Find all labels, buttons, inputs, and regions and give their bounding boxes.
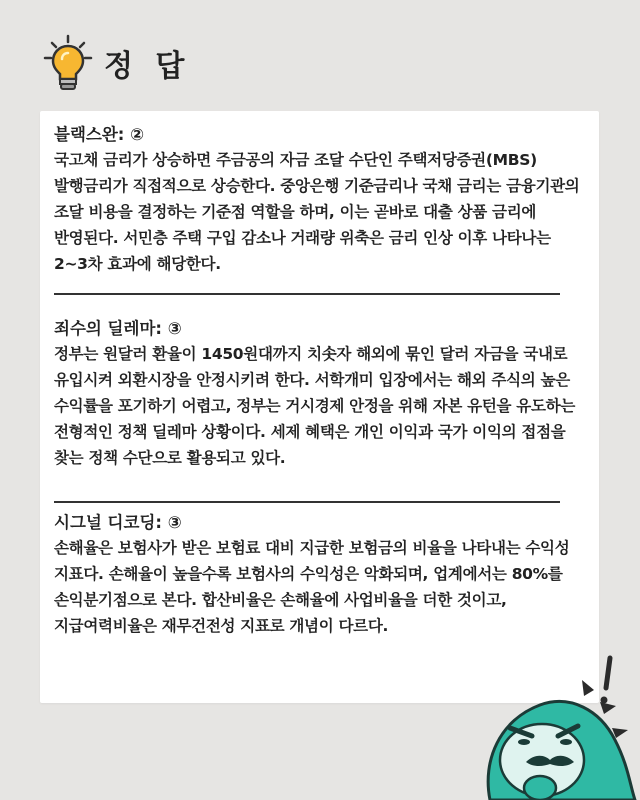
answer-section-prisoners-dilemma [54, 317, 594, 471]
dinosaur-mascot-icon [470, 650, 640, 800]
divider [54, 293, 560, 295]
page-title: 정 답 [104, 49, 191, 84]
answer-card [40, 111, 599, 703]
divider [54, 501, 560, 503]
answer-section-black-swan [54, 123, 594, 277]
section-title: 죄수의 딜레마: ③ [54, 319, 182, 338]
section-title: 블랙스완: ② [54, 125, 145, 144]
answer-header [42, 34, 190, 92]
section-body: 정부는 원달러 환율이 1450원대까지 치솟자 해외에 묶인 달러 자금을 국내로 유입시켜 외환시장을 안정시키려 한다. 서학개미 입장에서는 해외 주식의 높은 수익률을 포기하기 어렵고, 정부는 거시경제 안정을 위해 자본 유턴을 유도하는 전형적인 정책 딜레마 상황이다. 세제 혜택은 개인 이익과 국가 이익의 접점을 찾는 정책 수단으로 활용되고 있다. [54, 345, 575, 467]
section-body: 국고채 금리가 상승하면 주금공의 자금 조달 수단인 주택저당증권(MBS) 발행금리가 직접적으로 상승한다. 중앙은행 기준금리나 국채 금리는 금융기관의 조달 비용을 결정하는 기준점 역할을 하며, 이는 곧바로 대출 상품 금리에 반영된다. 서민층 주택 구입 감소나 거래량 위축은 금리 인상 이후 나타나는 2~3차 효과에 해당한다. [54, 151, 580, 273]
section-title: 시그널 디코딩: ③ [54, 513, 182, 532]
answer-section-signal-decoding [54, 511, 594, 639]
lightbulb-icon [42, 34, 94, 92]
section-body: 손해율은 보험사가 받은 보험료 대비 지급한 보험금의 비율을 나타내는 수익성 지표다. 손해율이 높을수록 보험사의 수익성은 악화되며, 업계에서는 80%를 손익분기점으로 본다. 합산비율은 손해율에 사업비율을 더한 것이고, 지급여력비율은 재무건전성 지표로 개념이 다르다. [54, 539, 570, 635]
